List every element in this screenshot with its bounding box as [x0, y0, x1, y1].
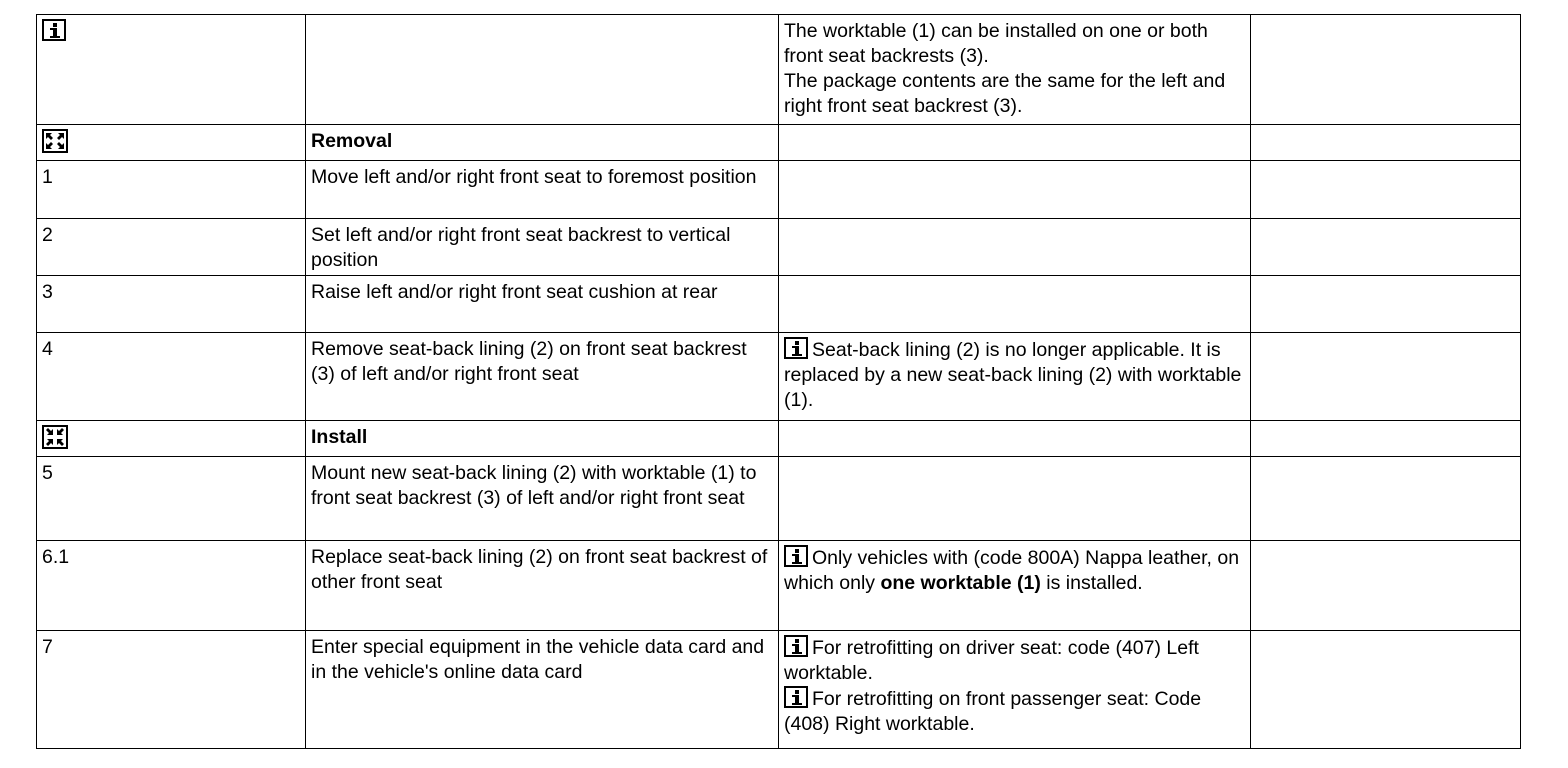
empty-cell: [1251, 161, 1521, 219]
action-cell: Enter special equipment in the vehicle data card and in the vehicle's online data card: [306, 631, 779, 749]
removal-arrows-out-icon: [42, 129, 68, 153]
table-row: [37, 125, 1521, 161]
empty-cell: [779, 161, 1251, 219]
empty-cell: [1251, 457, 1521, 541]
empty-cell: [1251, 15, 1521, 125]
note-bold-text: one worktable (1): [880, 572, 1041, 594]
step-number: 2: [37, 219, 306, 276]
step-number: 7: [37, 631, 306, 749]
empty-cell: [779, 125, 1251, 161]
action-cell: Remove seat-back lining (2) on front seat backrest (3) of left and/or right front seat: [306, 333, 779, 421]
step-cell: [37, 125, 306, 161]
table-row: [37, 333, 1521, 421]
step-number: 5: [37, 457, 306, 541]
empty-cell: [1251, 219, 1521, 276]
note-text: For retrofitting on front passenger seat: Code (408) Right worktable.: [784, 688, 1202, 735]
empty-cell: [1251, 421, 1521, 457]
table-row: [37, 15, 1521, 125]
step-cell: [37, 421, 306, 457]
action-cell: [306, 15, 779, 125]
step-number: 6.1: [37, 541, 306, 631]
table-row: [37, 219, 1521, 276]
empty-cell: [1251, 276, 1521, 333]
section-heading: Install: [306, 421, 779, 457]
note-text: Only vehicles with (code 800A) Nappa leather, on which only: [784, 547, 1240, 594]
action-cell: Mount new seat-back lining (2) with worktable (1) to front seat backrest (3) of left and/or right front seat: [306, 457, 779, 541]
empty-cell: [779, 457, 1251, 541]
empty-cell: [1251, 333, 1521, 421]
empty-cell: [1251, 541, 1521, 631]
note-cell: [779, 333, 1251, 421]
note-cell: [779, 631, 1251, 749]
step-number: 4: [37, 333, 306, 421]
empty-cell: [779, 421, 1251, 457]
note-cell: [779, 541, 1251, 631]
table-row: [37, 421, 1521, 457]
info-icon: [784, 545, 808, 567]
table-row: [37, 276, 1521, 333]
note-text: is installed.: [1040, 572, 1143, 594]
install-arrows-in-icon: [42, 425, 68, 449]
info-icon: [42, 19, 66, 41]
action-cell: Replace seat-back lining (2) on front seat backrest of other front seat: [306, 541, 779, 631]
empty-cell: [1251, 631, 1521, 749]
info-icon: [784, 686, 808, 708]
step-number: 1: [37, 161, 306, 219]
info-icon: [784, 635, 808, 657]
note-text: The package contents are the same for the left and right front seat backrest (3).: [784, 70, 1226, 117]
table-row: [37, 541, 1521, 631]
note-line: [784, 635, 1245, 686]
empty-cell: [779, 219, 1251, 276]
note-text: For retrofitting on driver seat: code (407) Left worktable.: [784, 637, 1199, 684]
empty-cell: [1251, 125, 1521, 161]
section-heading: Removal: [306, 125, 779, 161]
table-row: [37, 457, 1521, 541]
note-text: Seat-back lining (2) is no longer applicable. It is replaced by a new seat-back lining (2) with worktable (1).: [784, 339, 1242, 411]
step-cell: [37, 15, 306, 125]
note-cell: [779, 15, 1251, 125]
table-row: [37, 631, 1521, 749]
instruction-table: [36, 14, 1521, 749]
info-icon: [784, 337, 808, 359]
action-cell: Set left and/or right front seat backrest to vertical position: [306, 219, 779, 276]
action-cell: Move left and/or right front seat to foremost position: [306, 161, 779, 219]
action-cell: Raise left and/or right front seat cushion at rear: [306, 276, 779, 333]
table-row: [37, 161, 1521, 219]
step-number: 3: [37, 276, 306, 333]
note-text: The worktable (1) can be installed on one or both front seat backrests (3).: [784, 20, 1208, 67]
note-line: [784, 686, 1245, 737]
empty-cell: [779, 276, 1251, 333]
